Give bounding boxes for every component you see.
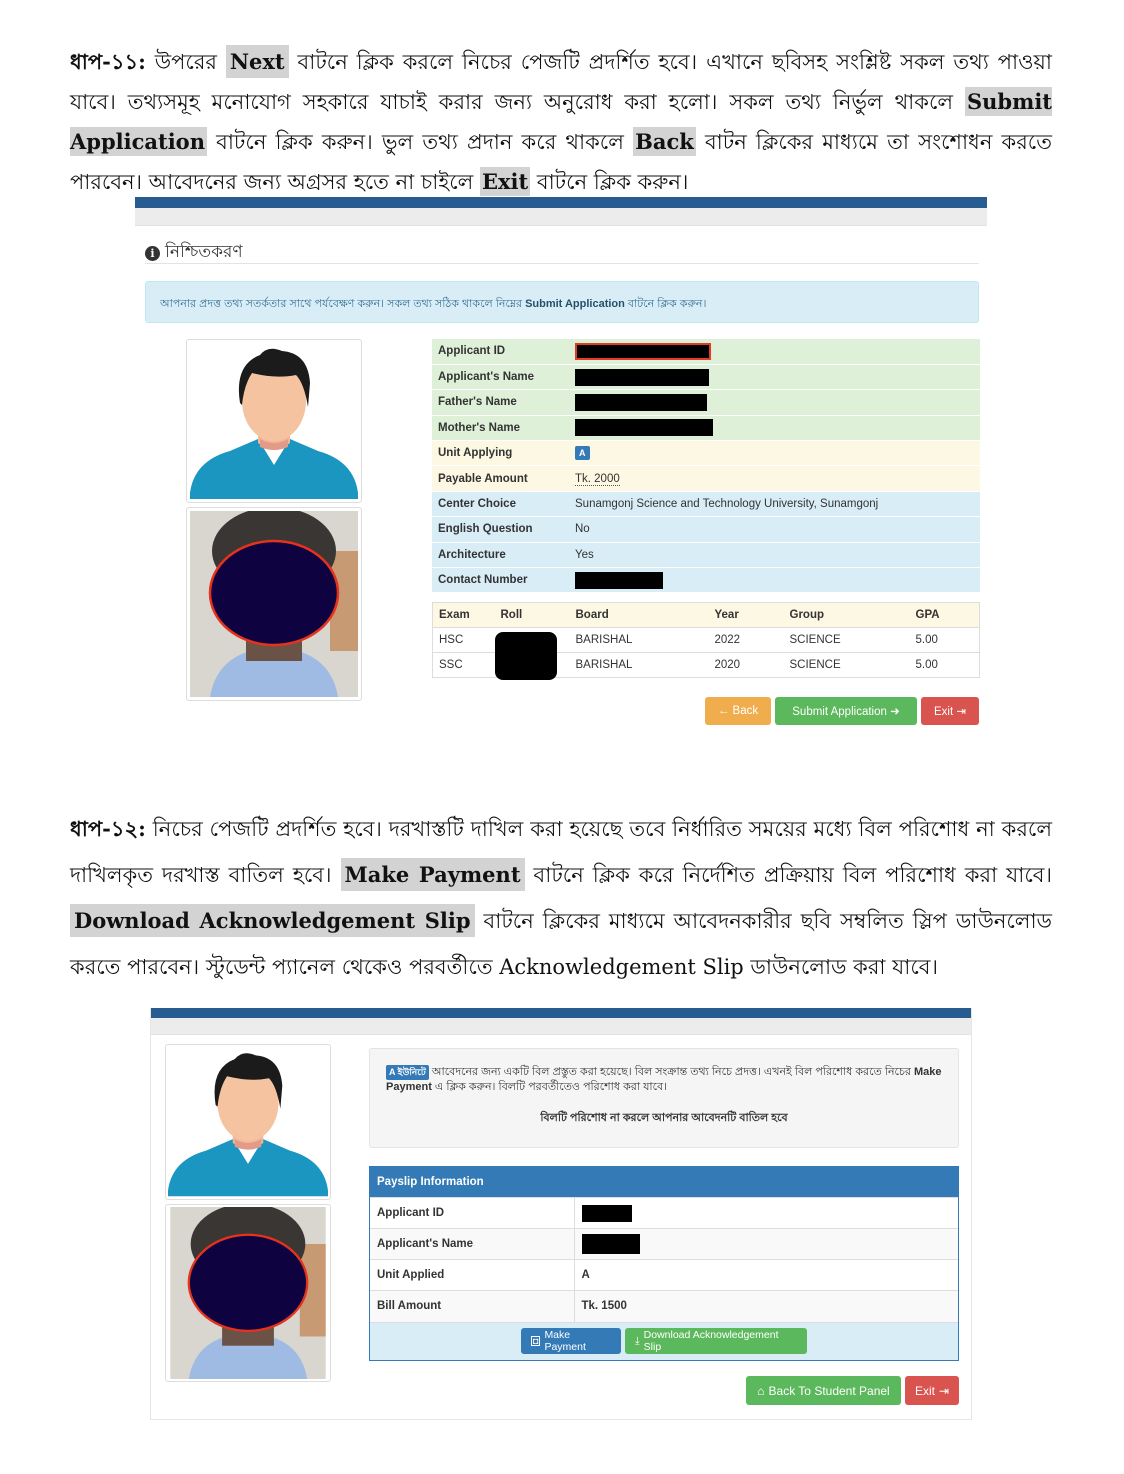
info-circle-icon: i bbox=[145, 246, 160, 261]
applicant-photo bbox=[186, 507, 362, 701]
table-row: Father's Name bbox=[432, 390, 980, 415]
confirmation-page-screenshot bbox=[135, 197, 987, 737]
make-payment-button[interactable]: ◘ Make Payment bbox=[521, 1328, 621, 1354]
table-row: Unit Applied A bbox=[370, 1260, 958, 1291]
table-row: English Question No bbox=[432, 517, 980, 542]
table-header: Exam Roll Board Year Group GPA bbox=[433, 603, 980, 628]
page-actions bbox=[746, 1376, 959, 1405]
table-row: Unit Applying A bbox=[432, 441, 980, 466]
bill-notice: A ইউনিটে আবেদনের জন্য একটি বিল প্রস্তুত করা হয়েছে। বিল সংক্রান্ত তথ্য নিচে প্রদত্ত। এখনই বিল পরিশোধ করতে নিচের Make Payment এ ক্লিক করুন। বিলটি পরবর্তীতেও পরিশোধ করা যাবে। বিলটি পরিশোধ না করলে আপনার আবেদনটি বাতিল হবে bbox=[369, 1048, 959, 1148]
redacted-contact bbox=[575, 572, 663, 589]
table-row: SSC BARISHAL 2020 SCIENCE 5.00 bbox=[433, 653, 980, 678]
money-icon: ◘ bbox=[533, 1336, 539, 1346]
back-to-student-panel-button[interactable]: ⌂ Back To Student Panel bbox=[746, 1376, 901, 1405]
table-row: Applicant ID bbox=[370, 1198, 958, 1229]
submit-application-button[interactable]: Submit Application ➜ bbox=[775, 697, 917, 725]
table-row: Mother's Name bbox=[432, 415, 980, 440]
back-highlight: Back bbox=[635, 129, 694, 154]
sub-navbar bbox=[135, 208, 987, 226]
info-alert: আপনার প্রদত্ত তথ্য সতর্কতার সাথে পর্যবেক্ষণ করুন। সকল তথ্য সঠিক থাকলে নিম্নের Submit Application বাটনে ক্লিক করুন। bbox=[145, 281, 979, 323]
table-row: Applicant's Name bbox=[370, 1229, 958, 1260]
page-title: i নিশ্চিতকরণ bbox=[145, 239, 243, 267]
redacted-mother-name bbox=[575, 419, 713, 436]
download-acknowledgement-slip-button[interactable]: ⤓ Download Acknowledgement Slip bbox=[625, 1328, 807, 1354]
table-row: Applicant ID bbox=[432, 339, 980, 364]
exit-button[interactable]: Exit ⇥ bbox=[905, 1376, 959, 1405]
table-row: Architecture Yes bbox=[432, 542, 980, 567]
sub-navbar bbox=[151, 1018, 971, 1035]
redacted-name bbox=[575, 369, 709, 386]
sign-out-icon: ⇥ bbox=[938, 1383, 950, 1398]
exit-highlight: Exit bbox=[482, 169, 529, 194]
unit-badge: A ইউনিটে bbox=[386, 1065, 429, 1080]
applicant-info-table bbox=[432, 339, 980, 593]
payment-page-screenshot bbox=[150, 1008, 972, 1420]
step-12-instructions: ধাপ-১২: নিচের পেজটি প্রদর্শিত হবে। দরখাস্তটি দাখিল করা হয়েছে তবে নির্ধারিত সময়ের মধ্যে বিল পরিশোধ না করলে দাখিলকৃত দরখাস্ত বাতিল হবে। Make Payment বাটনে ক্লিক করে নির্দেশিত প্রক্রিয়ায় বিল পরিশোধ করা যাবে। Download Acknowledgement Slip বাটনে ক্লিকের মাধ্যমে আবেদনকারীর ছবি সম্বলিত স্লিপ ডাউনলোড করতে পারবেন। স্টুডেন্ট প্যানেল থেকেও পরবর্তীতে Acknowledgement Slip ডাউনলোড করা যাবে। bbox=[70, 816, 1052, 979]
avatar-placeholder bbox=[165, 1044, 331, 1200]
divider bbox=[145, 263, 979, 264]
next-highlight: Next bbox=[226, 45, 289, 78]
payable-amount: Tk. 2000 bbox=[575, 472, 620, 485]
redacted-name bbox=[582, 1234, 640, 1254]
redacted-applicant-id bbox=[575, 343, 711, 360]
download-icon: ⤓ bbox=[635, 1334, 640, 1347]
make-payment-highlight: Make Payment bbox=[341, 858, 525, 891]
redacted-roll-numbers bbox=[495, 632, 557, 680]
payslip-table bbox=[370, 1197, 958, 1322]
applicant-photos bbox=[186, 339, 362, 705]
table-row: HSC BARISHAL 2022 SCIENCE 5.00 bbox=[433, 628, 980, 653]
submit-application-highlight: Submit Application bbox=[70, 89, 1052, 154]
exit-button[interactable]: Exit ⇥ bbox=[921, 697, 979, 725]
download-slip-highlight: Download Acknowledgement Slip bbox=[70, 904, 475, 937]
payslip-actions bbox=[370, 1322, 958, 1360]
step-11-instructions: ধাপ-১১: উপরের Next বাটনে ক্লিক করলে নিচের পেজটি প্রদর্শিত হবে। এখানে ছবিসহ সংশ্লিষ্ট সকল তথ্য পাওয়া যাবে। তথ্যসমূহ মনোযোগ সহকারে যাচাই করার জন্য অনুরোধ করা হলো। সকল তথ্য নির্ভুল থাকলে Submit Application বাটনে ক্লিক করুন। ভুল তথ্য প্রদান করে থাকলে Back বাটন ক্লিকের মাধ্যমে তা সংশোধন করতে পারবেন। আবেদনের জন্য অগ্রসর হতে না চাইলে Exit বাটনে ক্লিক করুন। bbox=[70, 42, 1052, 202]
payslip-panel bbox=[369, 1166, 959, 1361]
redacted-father-name bbox=[575, 394, 707, 411]
cancellation-warning: বিলটি পরিশোধ না করলে আপনার আবেদনটি বাতিল হবে bbox=[540, 1112, 788, 1124]
avatar-placeholder bbox=[186, 339, 362, 503]
table-row: Payable Amount Tk. 2000 bbox=[432, 466, 980, 491]
step-11-label: ধাপ-১১: bbox=[70, 49, 146, 74]
panel-title: Payslip Information bbox=[370, 1167, 958, 1197]
avatar-icon bbox=[190, 343, 358, 499]
top-navbar bbox=[151, 1008, 971, 1018]
table-row: Bill Amount Tk. 1500 bbox=[370, 1291, 958, 1322]
applicant-photo bbox=[165, 1204, 331, 1382]
applicant-photos bbox=[165, 1044, 331, 1386]
redacted-applicant-id bbox=[582, 1205, 632, 1222]
avatar-icon bbox=[168, 1047, 328, 1197]
table-row: Center Choice Sunamgonj Science and Technology University, Sunamgonj bbox=[432, 491, 980, 516]
redacted-photo-image bbox=[168, 1207, 328, 1379]
action-buttons bbox=[705, 697, 979, 725]
table-row: Contact Number bbox=[432, 568, 980, 593]
unit-badge: A bbox=[575, 446, 590, 460]
home-icon: ⌂ bbox=[757, 1383, 765, 1398]
back-button[interactable]: ← Back bbox=[705, 697, 771, 725]
top-navbar bbox=[135, 197, 987, 208]
table-row: Applicant's Name bbox=[432, 364, 980, 389]
redacted-photo-image bbox=[190, 511, 358, 697]
step-12-label: ধাপ-১২: bbox=[70, 816, 146, 841]
